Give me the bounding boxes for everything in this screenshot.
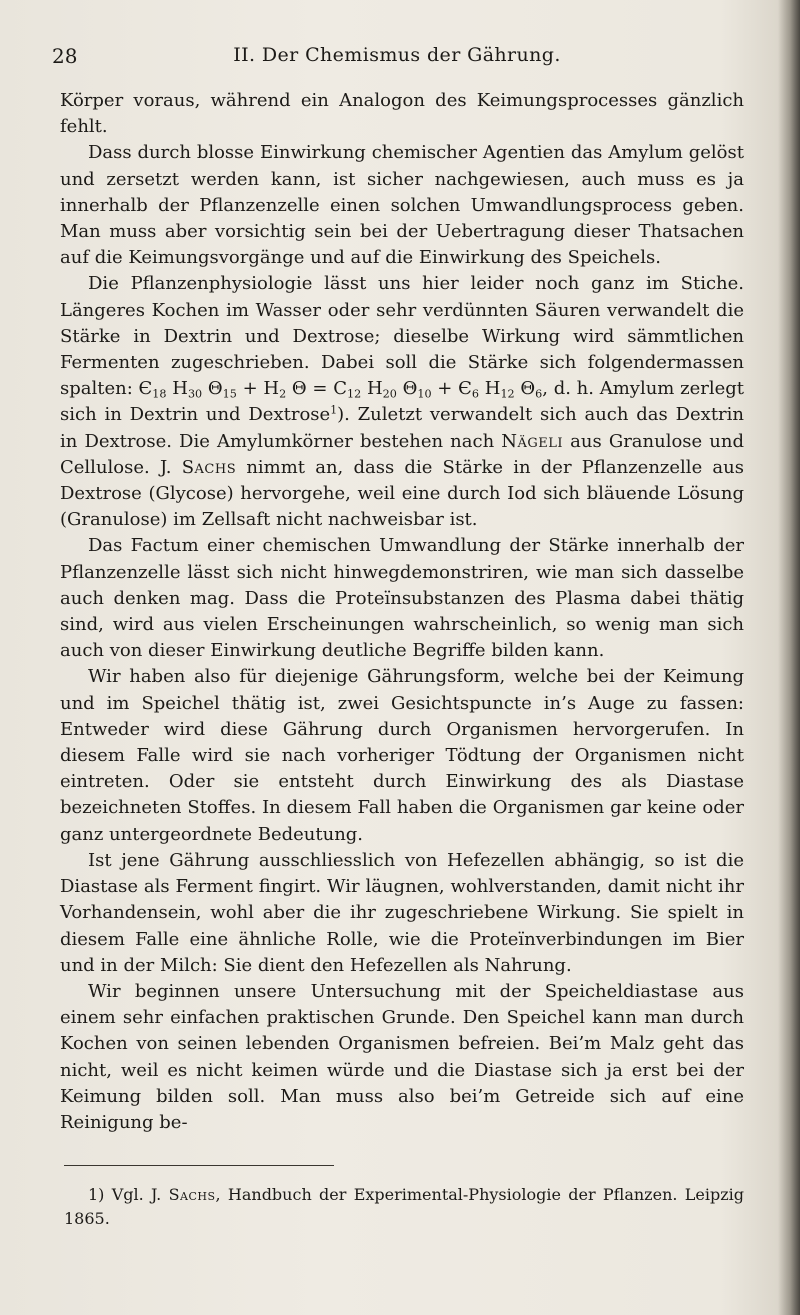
page-number: 28 [52,44,78,68]
paragraph-4: Das Factum einer chemischen Umwandlung der Stärke innerhalb der Pflanzenzelle lässt sich nicht hinwegdemonstriren, wie man sich dasselbe auch denken mag. Dass die Proteïnsubstanzen des Plasma dabei thätig sind, wird aus vielen Erscheinungen wahrscheinlich, so wenig man sich auch von dieser Einwirkung deutliche Begriffe bilden kann. [60,535,744,662]
footnote-separator [64,1165,334,1166]
footnote: 1) Vgl. J. Sachs, Handbuch der Experimental-Physiologie der Pflanzen. Leipzig 1865. [64,1185,745,1228]
paragraph-3: Die Pflanzenphysiologie lässt uns hier leider noch ganz im Stiche. Längeres Kochen im Wasser oder sehr verdünnten Säuren verwandelt die Stärke in Dextrin und Dextrose; dieselbe Wirkung wird sämmtlichen Fermenten zugeschrieben. Dabei soll die Stärke sich folgendermassen spalten: $Є_{18}$ $H_{30}$ $\Theta_{15} + H_2$ $\Theta = C_{12}$ $H_{20}$ $\Theta_{10} + Є_6$ $H_{12}$ $\Theta_6$, d. h. Amylum zerlegt sich in Dextrin und Dextrose$^1$). Zuletzt verwandelt sich auch das Dextrin in Dextrose. Die Amylumkörner bestehen nach Nägeli aus Granulose und Cellulose. J. Sachs nimmt an, dass die Stärke in der Pflanzenzelle aus Dextrose (Glycose) hervorgehe, weil eine durch Iod sich bläuende Lösung (Granulose) im Zellsaft nicht nachweisbar ist. [60,273,745,531]
body-text [60,88,744,1136]
paragraph-2: Dass durch blosse Einwirkung chemischer Agentien das Amylum gelöst und zersetzt werden kann, ist sicher nachgewiesen, auch muss es ja innerhalb der Pflanzenzelle einen solchen Umwandlungsprocess geben. Man muss aber vorsichtig sein bei der Uebertragung dieser Thatsachen auf die Keimungsvorgänge und auf die Einwirkung des Speichels. [60,142,744,269]
running-title: II. Der Chemismus der Gährung. [233,44,561,66]
page-header [52,40,742,70]
paragraph-6: Ist jene Gährung ausschliesslich von Hefezellen abhängig, so ist die Diastase als Ferment fingirt. Wir läugnen, wohlverstanden, damit nicht ihr Vorhandensein, wohl aber die ihr zugeschriebene Wirkung. Sie spielt in diesem Falle eine ähnliche Rolle, wie die Proteïnverbindungen im Bier und in der Milch: Sie dient den Hefezellen als Nahrung. [60,849,744,976]
paragraph-7: Wir beginnen unsere Untersuchung mit der Speicheldiastase aus einem sehr einfachen praktischen Grunde. Den Speichel kann man durch Kochen von seinen lebenden Organismen befreien. Bei’m Malz geht das nicht, weil es nicht keimen würde und die Diastase sich ja erst bei der Keimung bilden soll. Man muss also bei’m Getreide sich auf eine Reinigung be- [60,980,744,1133]
paragraph-1: Körper voraus, während ein Analogon des Keimungsprocesses gänzlich fehlt. [60,90,744,138]
page-edge-shadow [778,0,800,1315]
paragraph-5: Wir haben also für diejenige Gährungsform, welche bei der Keimung und im Speichel thätig ist, zwei Gesichtspuncte in’s Auge zu fassen: Entweder wird diese Gährung durch Organismen hervorgerufen. In diesem Falle wird sie nach vorheriger Tödtung der Organismen nicht eintreten. Oder sie entsteht durch Einwirkung des als Diastase bezeichneten Stoffes. In diesem Fall haben die Organismen gar keine oder ganz untergeordnete Bedeutung. [60,666,744,845]
